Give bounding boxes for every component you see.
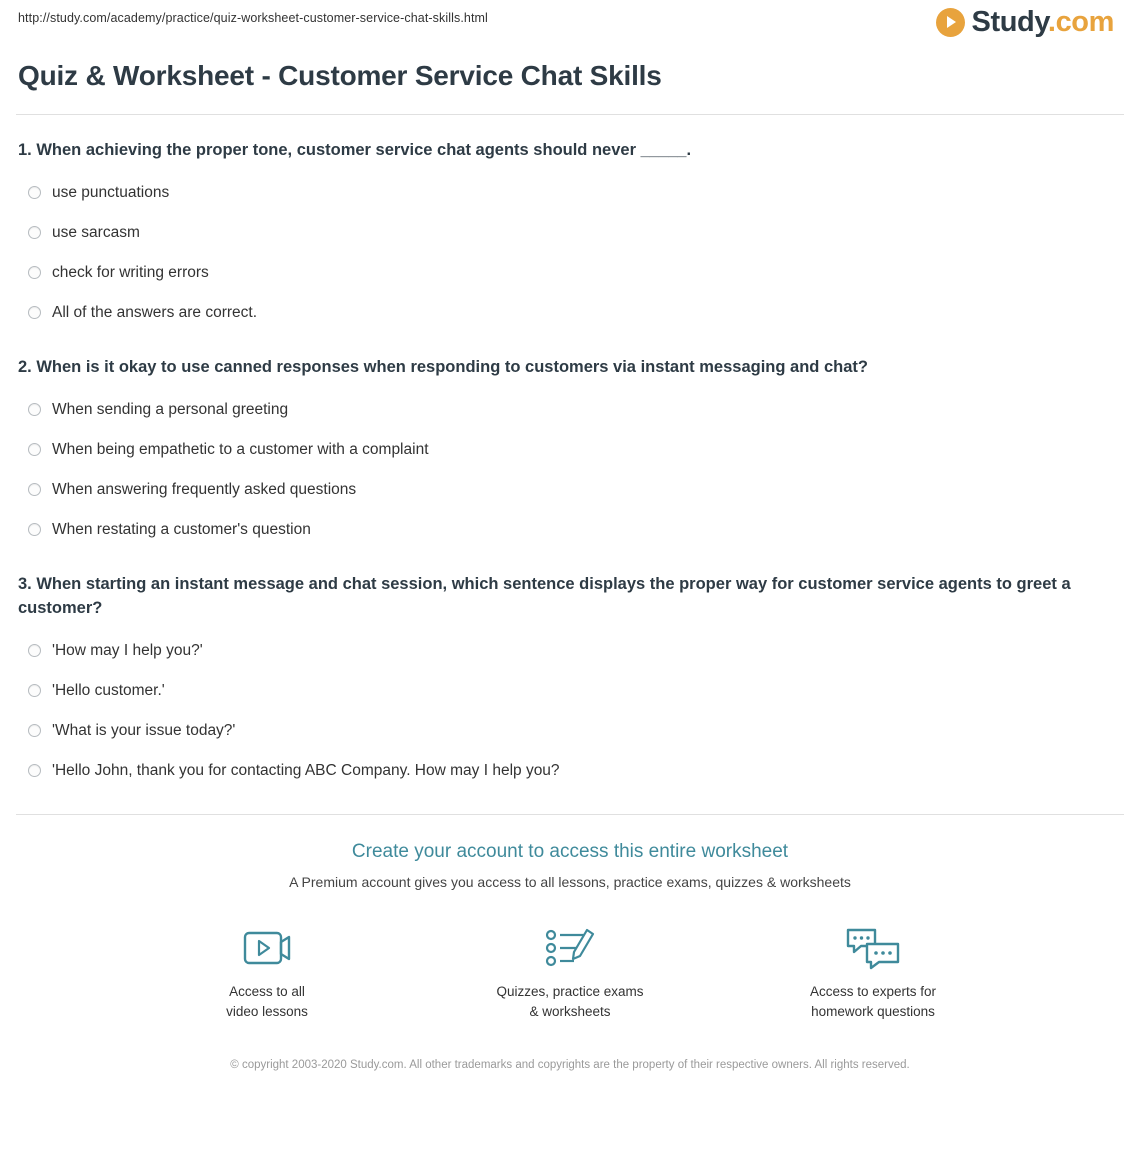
feature-label: [788, 982, 958, 1023]
page-title: Quiz & Worksheet - Customer Service Chat Skills: [18, 60, 662, 91]
answer-label: When sending a personal greeting: [52, 400, 289, 418]
account-promo: [16, 815, 1124, 1075]
title-divider: [16, 114, 1124, 115]
radio-button-icon[interactable]: [28, 306, 41, 319]
answer-option[interactable]: [16, 751, 1124, 791]
logo-name: Study: [971, 6, 1048, 38]
question-3: [16, 573, 1124, 791]
feature-label-line2: video lessons: [226, 1003, 308, 1019]
feature-expert-help: [788, 922, 958, 1023]
promo-subtitle: A Premium account gives you access to all lessons, practice exams, quizzes & worksheets: [289, 873, 851, 890]
question-text: 2. When is it okay to use canned responses when responding to customers via instant messaging and chat?: [18, 357, 868, 376]
questions-list: [16, 139, 1124, 791]
question-text: 3. When starting an instant message and chat session, which sentence displays the proper way for customer service agents to greet a customer?: [18, 574, 1071, 617]
answer-label: use punctuations: [52, 183, 170, 201]
radio-button-icon[interactable]: [28, 724, 41, 737]
answer-option[interactable]: [16, 671, 1124, 711]
answer-options: [16, 173, 1124, 333]
video-play-icon: [182, 922, 352, 974]
feature-label-line1: Access to all: [229, 983, 305, 999]
radio-button-icon[interactable]: [28, 443, 41, 456]
radio-button-icon[interactable]: [28, 523, 41, 536]
browser-header: [16, 0, 1124, 46]
radio-button-icon[interactable]: [28, 764, 41, 777]
feature-label: [182, 982, 352, 1023]
study-com-logo[interactable]: [936, 8, 1125, 37]
logo-suffix: .com: [1047, 6, 1114, 38]
answer-label: 'How may I help you?': [52, 641, 203, 659]
feature-video-lessons: [182, 922, 352, 1023]
answer-options: [16, 390, 1124, 550]
answer-option[interactable]: [16, 173, 1124, 213]
answer-label: When answering frequently asked questions: [52, 480, 357, 498]
answer-option[interactable]: [16, 510, 1124, 550]
radio-button-icon[interactable]: [28, 483, 41, 496]
answer-option[interactable]: [16, 293, 1124, 333]
answer-options: [16, 631, 1124, 791]
radio-button-icon[interactable]: [28, 266, 41, 279]
logo-wordmark: [972, 8, 1115, 37]
answer-label: use sarcasm: [52, 223, 140, 241]
question-2: [16, 356, 1124, 550]
question-text: 1. When achieving the proper tone, customer service chat agents should never _____.: [18, 141, 692, 159]
promo-features: [16, 922, 1124, 1023]
answer-option[interactable]: [16, 430, 1124, 470]
answer-label: 'Hello John, thank you for contacting ABC Company. How may I help you?: [52, 761, 560, 779]
radio-button-icon[interactable]: [28, 644, 41, 657]
answer-option[interactable]: [16, 631, 1124, 671]
feature-label-line2: homework questions: [811, 1003, 935, 1019]
answer-label: When restating a customer's question: [52, 520, 311, 538]
answer-option[interactable]: [16, 253, 1124, 293]
answer-label: check for writing errors: [52, 263, 209, 281]
promo-title[interactable]: Create your account to access this entire worksheet: [351, 840, 789, 862]
page-url: http://study.com/academy/practice/quiz-worksheet-customer-service-chat-skills.html: [18, 11, 488, 25]
radio-button-icon[interactable]: [28, 684, 41, 697]
answer-label: When being empathetic to a customer with a complaint: [52, 440, 429, 458]
radio-button-icon[interactable]: [28, 403, 41, 416]
feature-label-line1: Access to experts for: [809, 983, 937, 999]
play-circle-icon: [936, 8, 965, 37]
answer-option[interactable]: [16, 213, 1124, 253]
answer-option[interactable]: [16, 390, 1124, 430]
answer-label: All of the answers are correct.: [52, 303, 258, 321]
question-1: [16, 139, 1124, 333]
answer-option[interactable]: [16, 470, 1124, 510]
quiz-checklist-icon: [485, 922, 655, 974]
copyright-notice: © copyright 2003-2020 Study.com. All other trademarks and copyrights are the property of their respective owners. All rights reserved.: [230, 1059, 910, 1072]
feature-label-line2: & worksheets: [529, 1003, 611, 1019]
answer-label: 'Hello customer.': [52, 681, 165, 699]
chat-bubbles-icon: [788, 922, 958, 974]
answer-option[interactable]: [16, 711, 1124, 751]
radio-button-icon[interactable]: [28, 186, 41, 199]
feature-label: [485, 982, 655, 1023]
feature-quizzes-worksheets: [485, 922, 655, 1023]
answer-label: 'What is your issue today?': [52, 721, 236, 739]
radio-button-icon[interactable]: [28, 226, 41, 239]
feature-label-line1: Quizzes, practice exams: [496, 983, 644, 999]
